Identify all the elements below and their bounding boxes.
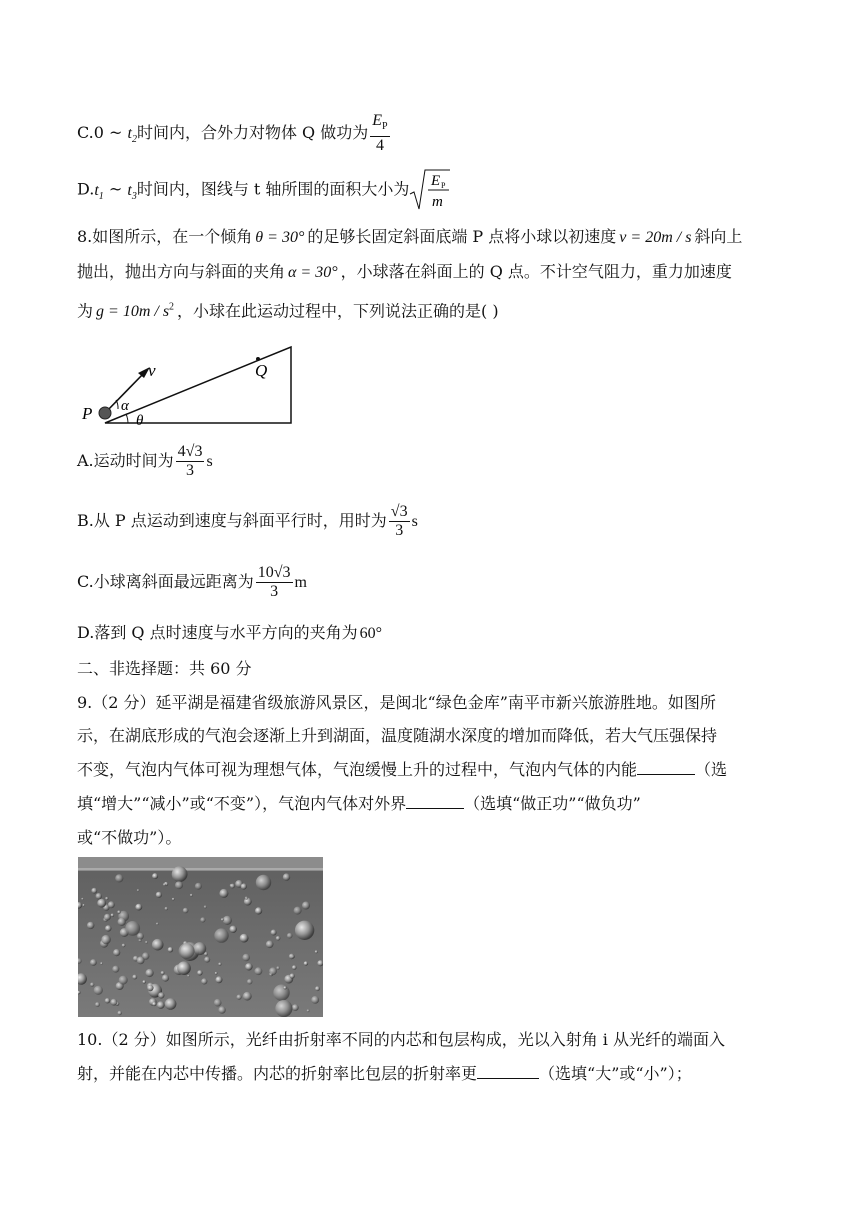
bubble	[247, 979, 252, 984]
bubble	[137, 889, 139, 891]
bubble	[119, 976, 128, 985]
bubble	[204, 957, 210, 963]
question-9-line-3: 不变，气泡内气体可视为理想气体，气泡缓慢上升的过程中，气泡内气体的内能 （选	[77, 760, 728, 779]
bubble	[146, 969, 154, 977]
bubble	[172, 866, 188, 882]
bubble	[276, 936, 281, 941]
label-v: v	[148, 361, 156, 380]
bubble	[125, 921, 140, 936]
bubble	[315, 986, 320, 991]
label-p: P	[82, 404, 93, 423]
bubble	[255, 967, 263, 975]
bubble	[266, 941, 274, 949]
bubble	[195, 883, 202, 890]
bubble	[163, 883, 166, 886]
bubble	[219, 889, 228, 898]
bubble	[158, 992, 164, 998]
bubble	[255, 907, 262, 914]
fraction-c: $\frac{10√3}{3}$	[257, 564, 291, 600]
bubble	[204, 905, 207, 908]
bubble	[111, 914, 114, 917]
bubble	[115, 874, 123, 882]
bubble	[187, 975, 189, 977]
bubble	[245, 963, 252, 970]
bubble	[117, 910, 120, 913]
bubble	[245, 897, 248, 900]
bubble	[145, 941, 148, 944]
sqrt-ep-over-m	[409, 168, 451, 212]
bubble	[112, 966, 119, 973]
bubble	[168, 947, 173, 952]
incline-diagram	[80, 340, 300, 430]
bubble	[95, 1002, 100, 1007]
bubble	[94, 986, 103, 995]
bubble	[143, 980, 146, 983]
bubble	[304, 961, 308, 965]
bubble	[292, 1004, 299, 1011]
bubble	[137, 933, 144, 940]
bubble	[101, 935, 110, 944]
alpha-value: α = 30°	[288, 264, 338, 281]
bubble	[90, 983, 94, 987]
alpha-arc	[116, 400, 118, 409]
bubble	[292, 965, 297, 970]
svg-text:m: m	[432, 194, 444, 210]
velocity-value: v = 20m / s	[619, 229, 692, 246]
bubble	[132, 975, 137, 980]
answer-blank-3[interactable]	[477, 1064, 539, 1079]
section-2-heading: 二、非选择题：共 60 分	[77, 659, 252, 678]
bubble	[190, 894, 193, 897]
bubble	[289, 954, 295, 960]
bubble	[287, 933, 293, 939]
bubble	[108, 901, 115, 908]
bubble	[87, 922, 94, 929]
bubble	[113, 949, 120, 956]
bubble	[162, 975, 169, 982]
fraction-ep-over-4: $\frac{E_P}{4}$	[372, 112, 388, 155]
question-9-line-2: 示，在湖底形成的气泡会逐渐上升到湖面，温度随湖水深度的增加而降低，若大气压强保持	[77, 726, 718, 745]
question-9-line-1: 9.（2 分）延平湖是福建省级旅游风景区，是闽北“绿色金库”南平市新兴旅游胜地。如图所	[77, 693, 716, 712]
theta-value: θ = 30°	[255, 229, 305, 246]
question-8-line-3: 为 $g = 10m / s^2$ ，小球在此运动过程中，下列说法正确的是( )	[77, 301, 499, 321]
theta-arc	[126, 414, 128, 423]
bubble	[214, 928, 228, 942]
bubble	[137, 957, 145, 965]
bubble	[183, 908, 189, 914]
bubble	[214, 999, 222, 1007]
bubble	[294, 907, 302, 915]
bubble	[81, 898, 83, 900]
bubble	[237, 995, 242, 1000]
g-value: $g = 10m / s^2$	[96, 302, 175, 321]
fraction-b: $\frac{√3}{3}$	[390, 503, 408, 539]
bubble	[161, 971, 165, 975]
bubble	[215, 972, 218, 975]
question-10-line-1: 10.（2 分）如图所示，光纤由折射率不同的内芯和包层构成，光以入射角 i 从光纤的端面入	[77, 1030, 726, 1049]
bubble	[218, 963, 221, 966]
bubble	[111, 999, 118, 1006]
option-d-prefix: D.	[77, 179, 95, 199]
bubble	[165, 907, 168, 910]
bubble	[223, 916, 232, 925]
bubble	[201, 978, 207, 984]
bubble	[290, 973, 295, 978]
bubble	[311, 996, 319, 1004]
bubble	[177, 961, 191, 975]
bubble	[122, 944, 126, 948]
bubble	[152, 939, 164, 951]
bubble	[147, 985, 153, 991]
answer-blank-2[interactable]	[406, 794, 464, 809]
question-10-line-2: 射，并能在内芯中传播。内芯的折射率比包层的折射率更 （选填“大”或“小”）；	[77, 1064, 692, 1083]
bubble	[276, 966, 279, 969]
question-8-line-2: 抛出，抛出方向与斜面的夹角 α = 30° ，小球落在斜面上的 Q 点。不计空气阻力，重力加速度	[77, 262, 732, 281]
bubble	[135, 904, 142, 911]
bubble	[307, 1009, 310, 1012]
bubble	[241, 883, 247, 889]
bubble	[97, 899, 106, 908]
bubble	[243, 992, 252, 1001]
bubble	[295, 921, 314, 940]
bubble	[256, 875, 271, 890]
question-8-option-c: C.小球离斜面最远距离为 $\frac{10√3}{3}$ m	[77, 564, 307, 600]
label-theta: θ	[136, 413, 144, 429]
bubble	[283, 873, 290, 880]
bubble	[216, 976, 223, 983]
question-8-option-a: A.运动时间为 $\frac{4√3}{3}$ s	[77, 443, 213, 479]
bubble	[100, 962, 102, 964]
t1-symbol: $t_1$	[94, 181, 104, 202]
bubble	[218, 1006, 225, 1013]
bubble	[118, 1011, 122, 1015]
bubble	[179, 943, 195, 959]
bubble	[230, 884, 235, 889]
bubble	[105, 998, 110, 1003]
bubble	[175, 881, 183, 889]
bubble	[269, 967, 277, 975]
bubble	[284, 986, 287, 989]
bubble	[200, 917, 205, 922]
option-c-prefix: C.0 ~	[77, 123, 128, 143]
label-q: Q	[255, 361, 268, 380]
fraction-a: $\frac{4√3}{3}$	[177, 443, 203, 479]
sqrt-num: E	[431, 173, 441, 189]
bubble	[156, 892, 162, 898]
bubble	[230, 926, 237, 933]
answer-blank-1[interactable]	[637, 760, 695, 775]
bubble	[315, 950, 318, 953]
bubbles-photo	[78, 857, 323, 1017]
question-8-option-b: B.从 P 点运动到速度与斜面平行时，用时为 $\frac{√3}{3}$ s	[77, 503, 418, 539]
bubble	[242, 954, 250, 962]
bubble	[152, 873, 158, 879]
bubble	[157, 1001, 165, 1009]
bubble	[105, 925, 111, 931]
bubble	[197, 970, 202, 975]
bubble	[104, 914, 111, 921]
bubble	[302, 902, 310, 910]
question-9-line-4: 填“增大”“减小”或“不变”），气泡内气体对外界 （选填“做正功”“做负功”	[77, 794, 641, 813]
question-7-option-c	[77, 112, 392, 155]
t2-symbol: $t_2$	[127, 125, 137, 146]
bubble	[96, 893, 102, 899]
bubble	[240, 934, 249, 943]
label-alpha: α	[121, 398, 129, 414]
bubble	[118, 918, 126, 926]
question-7-option-d	[77, 168, 451, 212]
svg-text:P: P	[441, 181, 446, 190]
option-d-text: 时间内，图线与 t 轴所围的面积大小为	[136, 179, 410, 199]
bubble	[172, 898, 175, 901]
option-c-text: 时间内，合外力对物体 Q 做功为	[136, 123, 369, 143]
bubble	[152, 1002, 156, 1006]
bubble	[165, 998, 177, 1010]
question-8-line-1: 8.如图所示，在一个倾角 θ = 30° 的足够长固定斜面底端 P 点将小球以初速度 v = 20m / s 斜向上	[77, 227, 743, 246]
bubble	[91, 888, 97, 894]
bubble	[90, 959, 97, 966]
t3-symbol: $t_3$	[127, 181, 137, 202]
bubble	[193, 942, 206, 955]
bubble	[221, 918, 224, 921]
bubble	[273, 985, 289, 1001]
question-9-line-5: 或“不做功”）。	[77, 828, 182, 847]
question-8-option-d: D.落到 Q 点时速度与水平方向的夹角为 60°	[77, 623, 383, 642]
ball	[99, 407, 111, 419]
tilde: ~	[103, 179, 128, 199]
bubble	[83, 904, 85, 906]
bubble	[156, 923, 159, 926]
bubble	[271, 930, 277, 936]
bubble	[275, 1000, 292, 1017]
bubble	[105, 897, 108, 900]
